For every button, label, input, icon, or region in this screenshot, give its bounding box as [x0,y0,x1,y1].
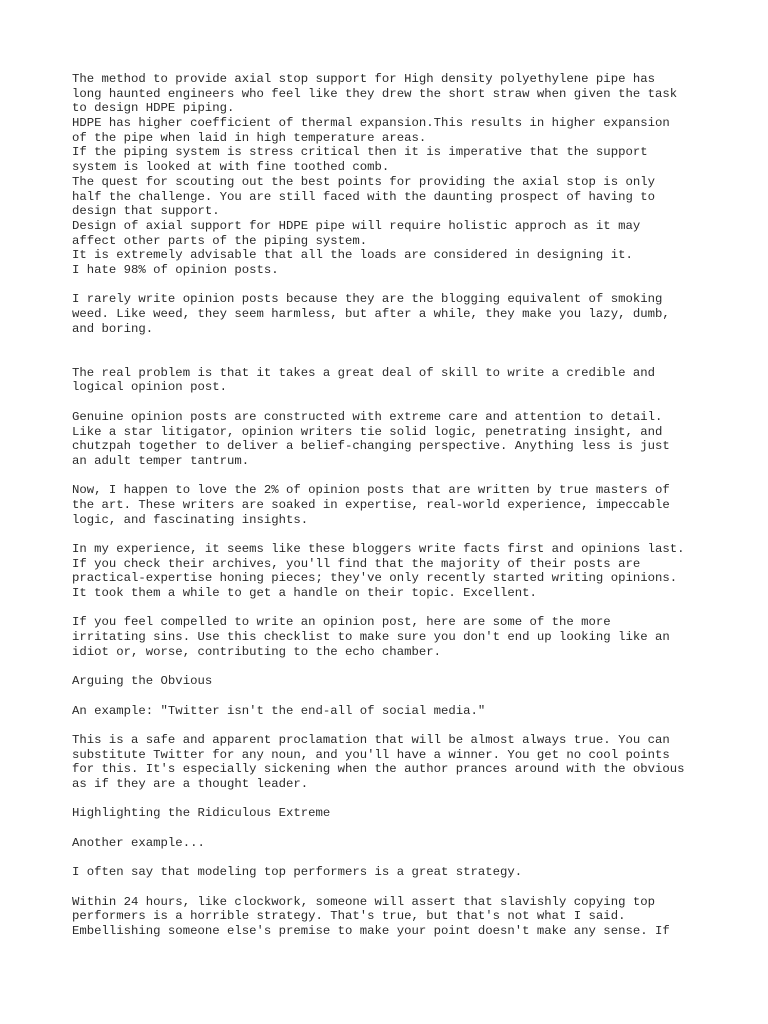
text-line: If the piping system is stress critical then it is imperative that the support [72,145,648,160]
paragraph [72,292,712,336]
text-line: an adult temper tantrum. [72,453,250,468]
text-line: It is extremely advisable that all the loads are considered in designing it. [72,248,633,263]
text-line: Embellishing someone else's premise to make your point doesn't make any sense. If [72,923,670,938]
text-line: Highlighting the Ridiculous Extreme [72,806,331,821]
text-line: The quest for scouting out the best points for providing the axial stop is only [72,174,655,189]
paragraph-spacer [72,395,712,410]
text-line: An example: "Twitter isn't the end-all of social media." [72,703,486,718]
paragraph [72,733,712,792]
text-line: In my experience, it seems like these bloggers write facts first and opinions last. [72,542,685,556]
text-line: Genuine opinion posts are constructed with extreme care and attention to detail. [72,409,663,424]
paragraph-spacer [72,689,712,704]
text-line: chutzpah together to deliver a belief-changing perspective. Anything less is just [72,439,670,454]
document-body [72,72,712,939]
paragraph-spacer [72,792,712,807]
paragraph-spacer [72,850,712,865]
text-line: The method to provide axial stop support for High density polyethylene pipe has [72,72,655,86]
paragraph [72,836,712,851]
text-line: I rarely write opinion posts because they are the blogging equivalent of smoking [72,292,663,307]
text-line: If you check their archives, you'll find that the majority of their posts are [72,556,641,571]
text-line: weed. Like weed, they seem harmless, but after a while, they make you lazy, dumb, [72,307,670,321]
text-line: I hate 98% of opinion posts. [72,262,279,277]
text-line: practical-expertise honing pieces; they've only recently started writing opinions. [72,571,678,586]
text-line: idiot or, worse, contributing to the echo chamber. [72,644,441,659]
text-line: long haunted engineers who feel like they drew the short straw when given the task [72,86,678,101]
text-line: logical opinion post. [72,380,227,395]
paragraph-spacer [72,718,712,733]
text-line: for this. It's especially sickening when the author prances around with the obvious [72,762,685,777]
paragraph [72,615,712,659]
text-line: design that support. [72,204,220,219]
paragraph-spacer [72,278,712,293]
paragraph [72,674,712,689]
paragraph [72,704,712,719]
text-line: as if they are a thought leader. [72,777,309,791]
paragraph [72,366,712,395]
paragraph [72,410,712,469]
text-line: performers is a horrible strategy. That's true, but that's not what I said. [72,909,626,924]
text-line: affect other parts of the piping system. [72,233,368,248]
text-line: half the challenge. You are still faced with the daunting prospect of having to [72,189,655,204]
text-line: The real problem is that it takes a great deal of skill to write a credible and [72,365,655,380]
text-line: Design of axial support for HDPE pipe will require holistic approch as it may [72,218,641,233]
text-line: I often say that modeling top performers is a great strategy. [72,865,523,880]
text-line: Now, I happen to love the 2% of opinion posts that are written by true masters of [72,483,670,498]
text-line: the art. These writers are soaked in expertise, real-world experience, impeccable [72,497,670,512]
text-line: This is a safe and apparent proclamation that will be almost always true. You can [72,732,670,747]
text-line: Like a star litigator, opinion writers tie solid logic, penetrating insight, and [72,424,663,439]
paragraph-spacer [72,821,712,836]
paragraph [72,806,712,821]
text-line: and boring. [72,321,154,336]
paragraph-spacer [72,601,712,616]
text-line: to design HDPE piping. [72,101,235,116]
text-line: HDPE has higher coefficient of thermal expansion.This results in higher expansion [72,116,670,131]
paragraph-spacer [72,660,712,675]
paragraph-spacer [72,880,712,895]
text-line: system is looked at with fine toothed comb. [72,160,390,175]
paragraph [72,895,712,939]
paragraph-spacer [72,351,712,366]
text-line: It took them a while to get a handle on their topic. Excellent. [72,586,537,601]
text-line: substitute Twitter for any noun, and you'll have a winner. You get no cool points [72,747,670,762]
paragraph-spacer [72,527,712,542]
paragraph [72,542,712,601]
paragraph-spacer [72,469,712,484]
text-line: Another example... [72,835,205,850]
paragraph [72,483,712,527]
text-line: If you feel compelled to write an opinion post, here are some of the more [72,615,611,630]
paragraph [72,865,712,880]
text-line: Arguing the Obvious [72,674,213,689]
paragraph-spacer [72,336,712,351]
text-line: logic, and fascinating insights. [72,512,309,527]
text-line: of the pipe when laid in high temperature areas. [72,130,427,145]
text-line: irritating sins. Use this checklist to make sure you don't end up looking like an [72,630,670,645]
paragraph [72,72,712,278]
text-line: Within 24 hours, like clockwork, someone will assert that slavishly copying top [72,894,655,909]
